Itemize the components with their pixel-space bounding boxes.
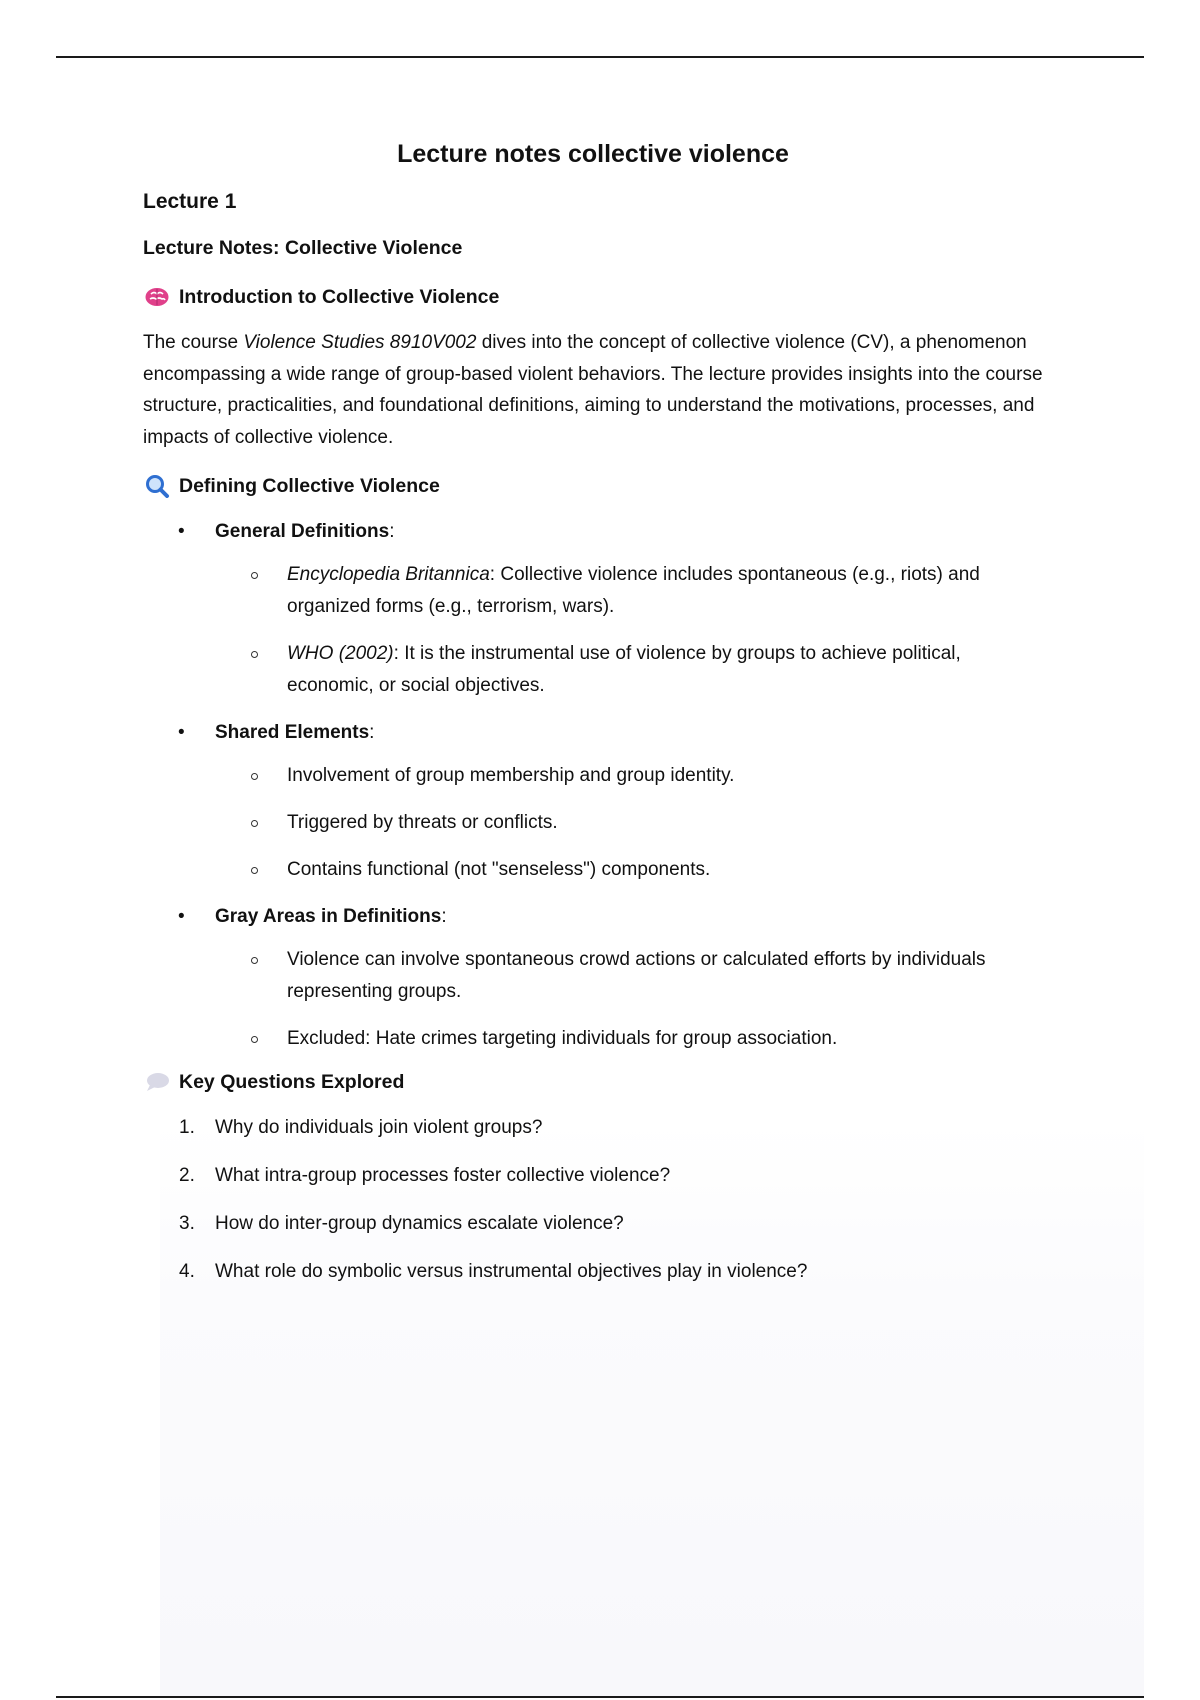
magnifier-icon — [143, 474, 171, 498]
list-item: Involvement of group membership and group identity. — [215, 760, 1047, 792]
shared-elements-sublist — [215, 760, 1043, 886]
defining-heading — [143, 474, 1043, 498]
list-item: 1. Why do individuals join violent groups? — [179, 1117, 543, 1138]
defining-heading-text: Defining Collective Violence — [179, 474, 440, 497]
list-item: 3. How do inter-group dynamics escalate violence? — [179, 1213, 624, 1234]
intro-heading-text: Introduction to Collective Violence — [179, 285, 500, 308]
questions-heading — [143, 1070, 1043, 1094]
list-item: Encyclopedia Britannica: Collective violence includes spontaneous (e.g., riots) and organized forms (e.g., terrorism, wars). — [215, 559, 1047, 623]
list-item: 4. What role do symbolic versus instrumental objectives play in violence? — [179, 1261, 808, 1282]
intro-heading — [143, 285, 1043, 309]
list-item: Contains functional (not "senseless") components. — [215, 854, 1047, 886]
definitions-list — [143, 516, 1043, 1055]
general-definitions-sublist — [215, 559, 1043, 702]
hollow-bullet-icon — [251, 572, 258, 579]
list-item: Triggered by threats or conflicts. — [215, 807, 1047, 839]
bullet-marker: • — [178, 521, 185, 542]
list-item: 2. What intra-group processes foster collective violence? — [179, 1165, 671, 1186]
hollow-bullet-icon — [251, 957, 258, 964]
shared-elements-label: Shared Elements — [215, 722, 370, 743]
bullet-marker: • — [178, 906, 185, 927]
hollow-bullet-icon — [251, 820, 258, 827]
general-definitions-label: General Definitions — [215, 521, 390, 542]
list-item-shared-elements: • Shared Elements: Involvement of group membership and group identity. Triggered by threats or conflicts. Contains functional (not "senseless") components. — [143, 717, 1043, 886]
list-item: Excluded: Hate crimes targeting individuals for group association. — [215, 1023, 1047, 1055]
bottom-rule — [56, 1696, 1144, 1698]
bullet-marker: • — [178, 722, 185, 743]
document-body — [143, 140, 1043, 1304]
gray-areas-sublist — [215, 944, 1043, 1055]
speech-bubble-icon — [143, 1070, 171, 1094]
document-title: Lecture notes collective violence — [397, 140, 789, 168]
intro-text-before: The course — [143, 332, 244, 353]
list-item: Violence can involve spontaneous crowd actions or calculated efforts by individuals representing groups. — [215, 944, 1047, 1008]
hollow-bullet-icon — [251, 651, 258, 658]
questions-list — [143, 1112, 1043, 1288]
list-item-general-definitions: • General Definitions: Encyclopedia Britannica: Collective violence includes spontaneous (e.g., riots) and organized forms (e.g., terrorism, wars). WHO (2002): It is the instrumental use of violence by groups to achieve political, economic, or social objectives. — [143, 516, 1043, 702]
intro-paragraph — [143, 327, 1043, 453]
list-item-gray-areas: • Gray Areas in Definitions: Violence can involve spontaneous crowd actions or calculated efforts by individuals representing groups. Excluded: Hate crimes targeting individuals for group association. — [143, 901, 1043, 1055]
lecture-label: Lecture 1 — [143, 190, 237, 213]
top-rule — [56, 56, 1144, 58]
hollow-bullet-icon — [251, 773, 258, 780]
intro-text-after: dives into the concept of collective violence (CV), a phenomenon encompassing a wide range of group-based violent behaviors. The lecture provides insights into the course structure, practicalities, and foundational definitions, aiming to understand the motivations, processes, and impacts of collective violence. — [143, 332, 1043, 448]
hollow-bullet-icon — [251, 1036, 258, 1043]
brain-icon — [143, 285, 171, 309]
course-name: Violence Studies 8910V002 — [243, 332, 477, 353]
hollow-bullet-icon — [251, 867, 258, 874]
questions-heading-text: Key Questions Explored — [179, 1070, 405, 1093]
gray-areas-label: Gray Areas in Definitions — [215, 906, 442, 927]
list-item: WHO (2002): It is the instrumental use of violence by groups to achieve political, economic, or social objectives. — [215, 638, 1047, 702]
notes-heading: Lecture Notes: Collective Violence — [143, 237, 463, 259]
